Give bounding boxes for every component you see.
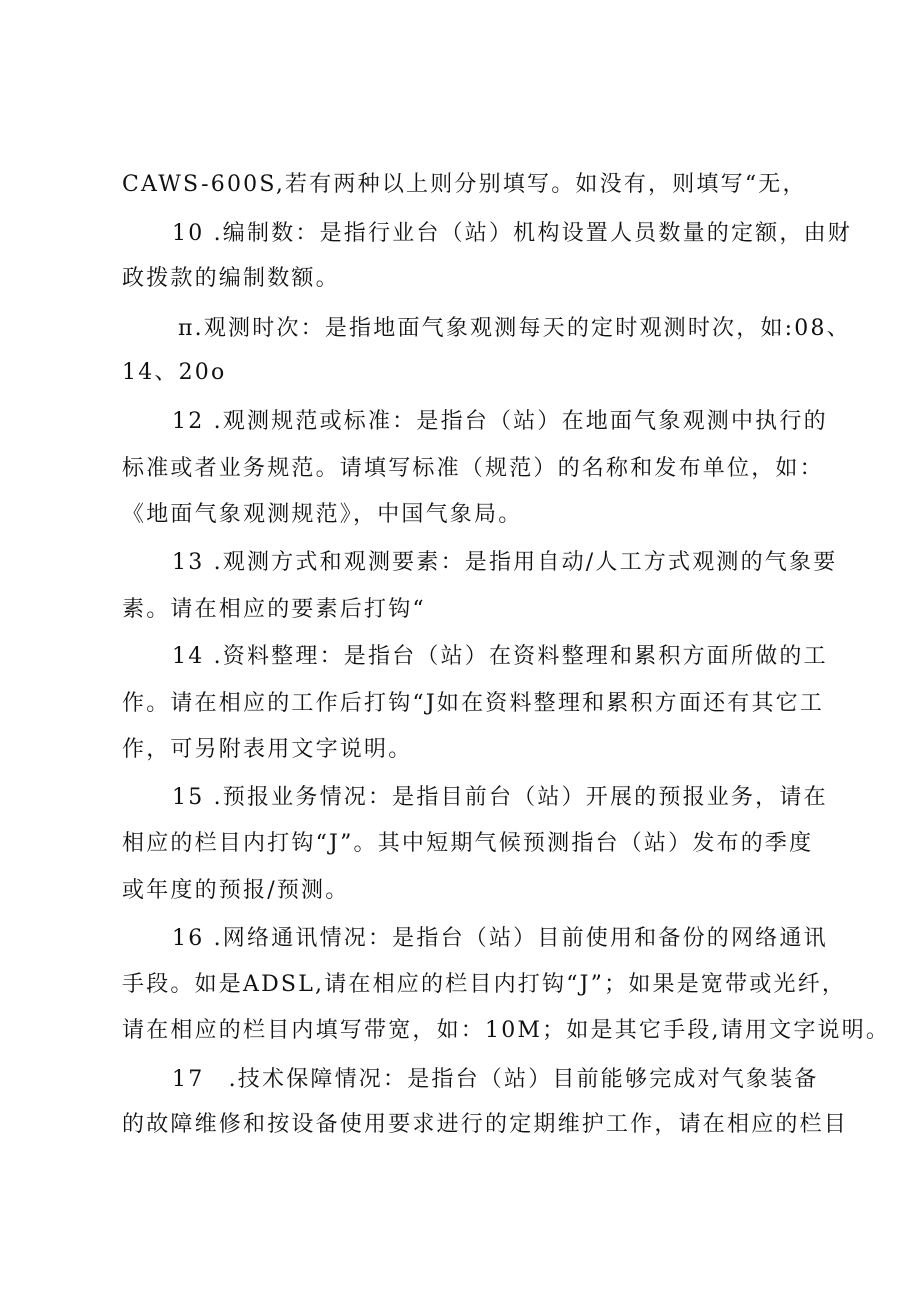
text-line: 手段。如是ADSL,请在相应的栏目内打钩“J”；如果是宽带或光纤，	[122, 972, 847, 997]
item-14-line: 14 .资料整理：是指台（站）在资料整理和累积方面所做的工	[172, 644, 828, 669]
text-line: 相应的栏目内打钩“J”。其中短期气候预测指台（站）发布的季度	[122, 831, 814, 856]
text-line: 素。请在相应的要素后打钩“	[122, 597, 426, 622]
item-16-line: 16 .网络通讯情况：是指台（站）目前使用和备份的网络通讯	[172, 926, 828, 951]
text-line: 的故障维修和按设备使用要求进行的定期维护工作，请在相应的栏目	[122, 1112, 849, 1137]
item-15-line: 15 .预报业务情况：是指目前台（站）开展的预报业务，请在	[172, 785, 828, 810]
item-17-line: 17 .技术保障情况：是指台（站）目前能够完成对气象装备	[172, 1067, 819, 1092]
text-line: 《地面气象观测规范》，中国气象局。	[122, 502, 523, 527]
text-line: 政拨款的编制数额。	[122, 266, 340, 291]
text-line: 或年度的预报/预测。	[122, 878, 350, 903]
text-line: 标准或者业务规范。请填写标准（规范）的名称和发布单位，如：	[122, 456, 824, 481]
text-line: 请在相应的栏目内填写带宽，如：10M；如是其它手段,请用文字说明。	[122, 1018, 891, 1043]
text-line: CAWS-600S,若有两种以上则分别填写。如没有，则填写“无，	[122, 172, 807, 197]
item-12-line: 12 .观测规范或标准：是指台（站）在地面气象观测中执行的	[172, 409, 828, 434]
item-13-line: 13 .观测方式和观测要素：是指用自动/人工方式观测的气象要	[172, 550, 838, 575]
item-11-line: π.观测时次：是指地面气象观测每天的定时观测时次，如:08、	[178, 316, 851, 341]
text-line: 作。请在相应的工作后打钩“J如在资料整理和累积方面还有其它工	[122, 691, 825, 716]
text-line: 14、20o	[122, 360, 227, 385]
text-line: 作，可另附表用文字说明。	[122, 737, 413, 762]
item-10-line: 10 .编制数：是指行业台（站）机构设置人员数量的定额，由财	[172, 221, 852, 246]
